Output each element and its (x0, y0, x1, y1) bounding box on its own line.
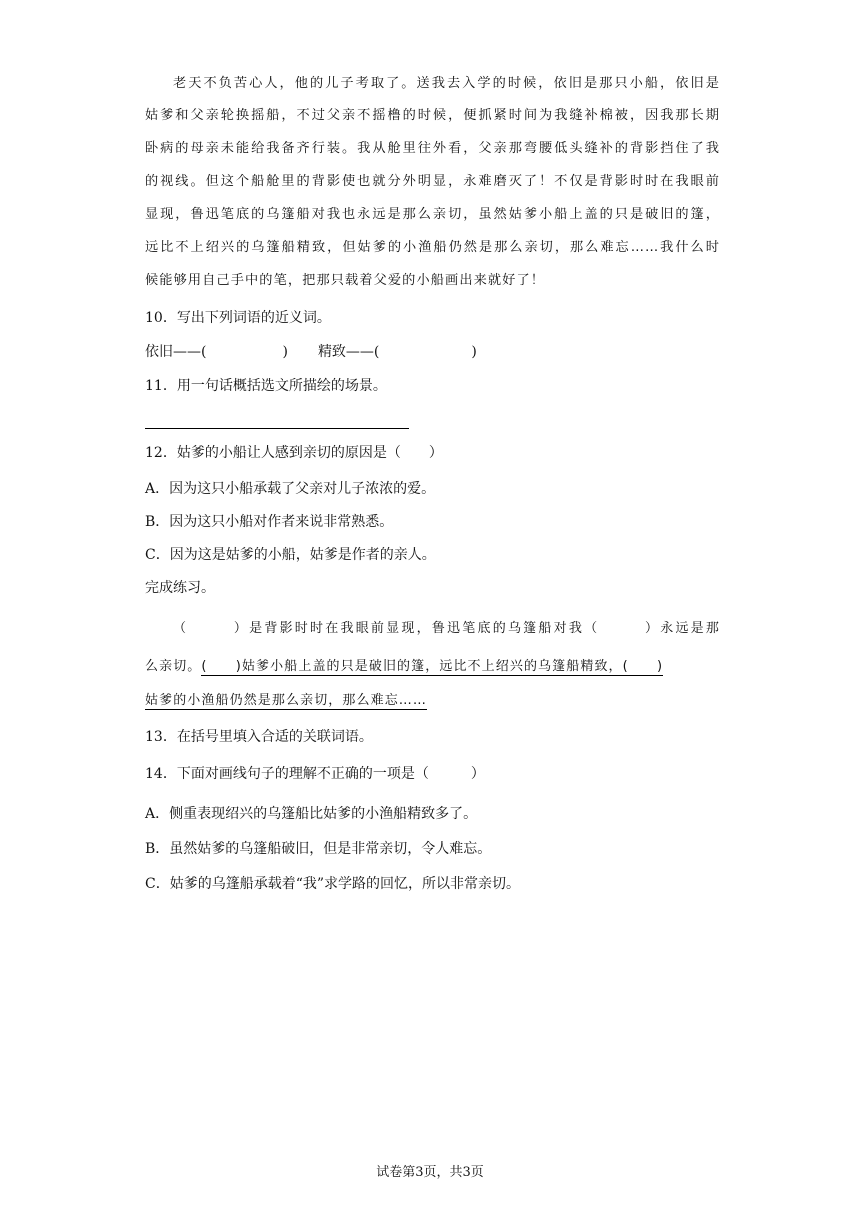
exercise-line-2 (145, 657, 720, 677)
passage-line: 显现，鲁迅笔底的乌篷船对我也永远是那么亲切，虽然姑爹小船上盖的只是破旧的篷， (145, 207, 720, 222)
underlined-sentence-part-1: ( )姑爹小船上盖的只是破旧的篷，远比不上绍兴的乌篷船精致，( ) (201, 659, 664, 674)
passage-line: 卧病的母亲未能给我备齐行装。我从舱里往外看，父亲那弯腰低头缝补的背影挡住了我 (145, 141, 720, 156)
exercise-line-2-plain: 么亲切。 (145, 659, 202, 674)
passage-line: 的视线。但这个船舱里的背影使也就分外明显，永难磨灭了！不仅是背影时时在我眼前 (145, 174, 720, 189)
page-footer: 试卷第3页，共3页 (376, 1165, 484, 1180)
q14-option-c: C．姑爹的乌篷船承载着“我”求学路的回忆，所以非常亲切。 (145, 876, 521, 892)
passage-line: 姑爹和父亲轮换摇船，不过父亲不摇橹的时候，便抓紧时间为我缝补棉被，因我那长期 (145, 108, 720, 123)
question-13-title: 13．在括号里填入合适的关联词语。 (145, 729, 373, 745)
question-10-title: 10．写出下列词语的近义词。 (145, 310, 331, 326)
question-10-items (145, 342, 477, 362)
q12-option-a: A．因为这只小船承载了父亲对儿子浓浓的爱。 (145, 481, 436, 497)
q10-item2-close: ) (471, 344, 477, 360)
passage-line: 远比不上绍兴的乌篷船精致，但姑爹的小渔船仍然是那么亲切，那么难忘……我什么时 (145, 240, 720, 255)
passage-line: 候能够用自己手中的笔，把那只载着父爱的小船画出来就好了！ (145, 273, 546, 288)
q14-option-a: A．侧重表现绍兴的乌篷船比姑爹的小渔船精致多了。 (145, 806, 478, 822)
question-14-title: 14．下面对画线句子的理解不正确的一项是（ ） (145, 766, 485, 782)
exercise-line-3 (145, 691, 720, 711)
exercise-title: 完成练习。 (145, 580, 215, 596)
question-11-title: 11．用一句话概括选文所描绘的场景。 (145, 378, 387, 394)
underlined-sentence-part-2: 姑爹的小渔船仍然是那么亲切，那么难忘…… (145, 693, 428, 708)
q12-option-c: C．因为这是姑爹的小船，姑爹是作者的亲人。 (145, 547, 436, 563)
answer-blank-line[interactable] (145, 428, 409, 429)
q14-option-b: B．虽然姑爹的乌篷船破旧，但是非常亲切，令人难忘。 (145, 841, 492, 857)
passage-line: 老天不负苦心人，他的儿子考取了。送我去入学的时候，依旧是那只小船，依旧是 (173, 76, 720, 91)
q10-item2-label: 精致——( (317, 344, 380, 360)
exercise-line-1: （ ）是背影时时在我眼前显现，鲁迅笔底的乌篷船对我（ ）永远是那 (173, 621, 720, 636)
q10-item1-label: 依旧——( (145, 344, 207, 360)
q10-item1-close: ) (282, 344, 288, 360)
q12-option-b: B．因为这只小船对作者来说非常熟悉。 (145, 514, 394, 530)
question-12-title: 12．姑爹的小船让人感到亲切的原因是（ ） (145, 445, 443, 461)
